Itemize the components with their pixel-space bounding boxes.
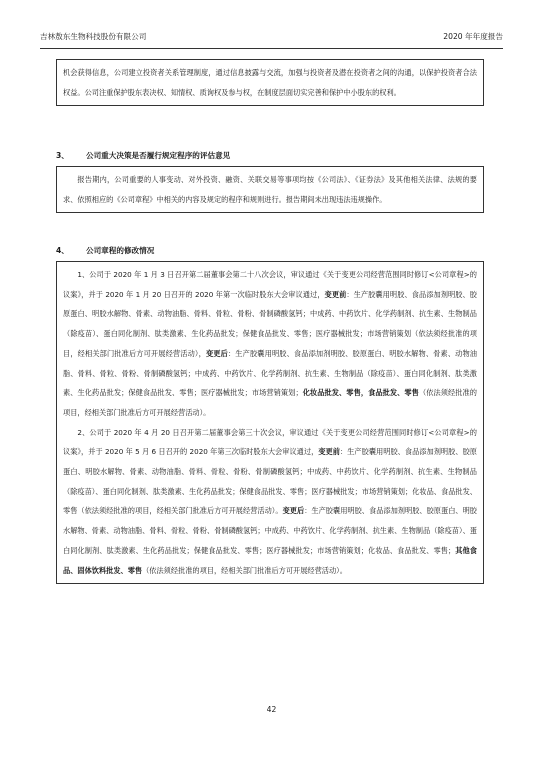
section-4-heading bbox=[56, 245, 154, 257]
p2-before-label: 变更前 bbox=[318, 447, 340, 457]
investor-protection-box bbox=[56, 59, 484, 106]
p1-before-label: 变更前 bbox=[324, 289, 347, 299]
amendment-paragraph-2 bbox=[63, 423, 477, 581]
decision-evaluation-box bbox=[56, 166, 484, 213]
section-4-number: 4、 bbox=[56, 246, 69, 255]
company-name: 吉林敖东生物科技股份有限公司 bbox=[40, 32, 147, 41]
p1-text-4: （依法须经批准的项目，经相关部门批准后方可开展经营活动）。 bbox=[63, 388, 477, 417]
section-3-number: 3、 bbox=[56, 151, 69, 160]
section-3-heading bbox=[56, 150, 230, 162]
articles-amendment-box bbox=[56, 261, 484, 584]
section-3-title: 公司重大决策是否履行规定程序的评估意见 bbox=[86, 151, 231, 160]
p1-after-label: 变更后 bbox=[205, 348, 228, 358]
p1-text-3: ：生产胶囊用明胶、食品添加剂明胶、胶原蛋白、明胶水解物、骨素、动物油脂、骨料、骨粒、骨粉、骨制磷酸氢钙；中成药、中药饮片、化学药制剂、抗生素、生物制品（除疫苗）、蛋白同化制剂、肽类激素、生化药品批发；保健食品批发、零售；医疗器械批发；市场营销策划； bbox=[63, 348, 477, 398]
p1-added-scope: 化妆品批发、零售，食品批发、零售 bbox=[302, 388, 419, 398]
decision-evaluation-text: 报告期内，公司重要的人事变动、对外投资、融资、关联交易等事项均按《公司法》、《证券法》及其他相关法律、法规的要求、依照相应的《公司章程》中相关的内容及规定的程序和规则进行。报告期间未出现违法违规操作。 bbox=[63, 175, 477, 204]
p2-text-4: （依法须经批准的项目，经相关部门批准后方可开展经营活动）。 bbox=[142, 565, 347, 575]
p1-text-2: ：生产胶囊用明胶、食品添加剂明胶、胶原蛋白、明胶水解物、骨素、动物油脂、骨料、骨粒、骨粉、骨制磷酸氢钙；中成药、中药饮片、化学药制剂、抗生素、生物制品（除疫苗）、蛋白同化制剂、肽类激素、生化药品批发；保健食品批发、零售；医疗器械批发；市场营销策划（依法须经批准的项目，经相关部门批准后方可开展经营活动）， bbox=[63, 289, 477, 358]
investor-protection-text: 机会获得信息，公司建立投资者关系管理制度，通过信息披露与交流，加强与投资者及潜在投资者之间的沟通，以保护投资者合法权益。公司注重保护股东表决权、知情权、质询权及参与权，在制度层面切实完善和保护中小股东的权利。 bbox=[63, 68, 477, 97]
p2-text-2: ：生产胶囊用明胶、食品添加剂明胶、胶原蛋白、明胶水解物、骨素、动物油脂、骨料、骨粒、骨粉、骨制磷酸氢钙；中成药、中药饮片、化学药制剂、抗生素、生物制品（除疫苗）、蛋白同化制剂、肽类激素、生化药品批发；保健食品批发、零售；医疗器械批发；市场营销策划；化妆品、食品批发、零售（依法须经批准的项目，经相关部门批准后方可开展经营活动）。 bbox=[63, 447, 477, 516]
p2-text-3: ：生产胶囊用明胶、食品添加剂明胶、胶原蛋白、明胶水解物、骨素、动物油脂、骨料、骨粒、骨粉、骨制磷酸氢钙；中成药、中药饮片、化学药制剂、抗生素、生物制品（除疫苗）、蛋白同化制剂、肽类激素、生化药品批发；保健食品批发、零售；医疗器械批发；市场营销策划；化妆品、食品批发、零售； bbox=[63, 506, 477, 555]
header-divider bbox=[40, 48, 503, 49]
amendment-paragraph-1 bbox=[63, 265, 477, 423]
p2-after-label: 变更后 bbox=[282, 506, 305, 516]
section-4-title: 公司章程的修改情况 bbox=[86, 246, 155, 255]
page-number: 42 bbox=[266, 705, 277, 714]
p2-added-scope: 其他食品、固体饮料批发、零售 bbox=[63, 545, 477, 575]
p1-text-1: 1、公司于 2020 年 1 月 3 日召开第二届董事会第二十八次会议，审议通过《关于变更公司经营范围同时修订<公司章程>的议案》，并于 2020 年 1 月 20 日召开的 2020 年第一次临时股东大会审议通过， bbox=[63, 270, 477, 299]
page-header bbox=[40, 30, 503, 44]
p2-text-1: 2、公司于 2020 年 4 月 20 日召开第二届董事会第三十次会议，审议通过《关于变更公司经营范围同时修订<公司章程>的议案》，并于 2020 年 5 月 6 日召开的 2020 年第三次临时股东大会审议通过， bbox=[63, 427, 477, 457]
report-title: 2020 年年度报告 bbox=[443, 32, 503, 41]
